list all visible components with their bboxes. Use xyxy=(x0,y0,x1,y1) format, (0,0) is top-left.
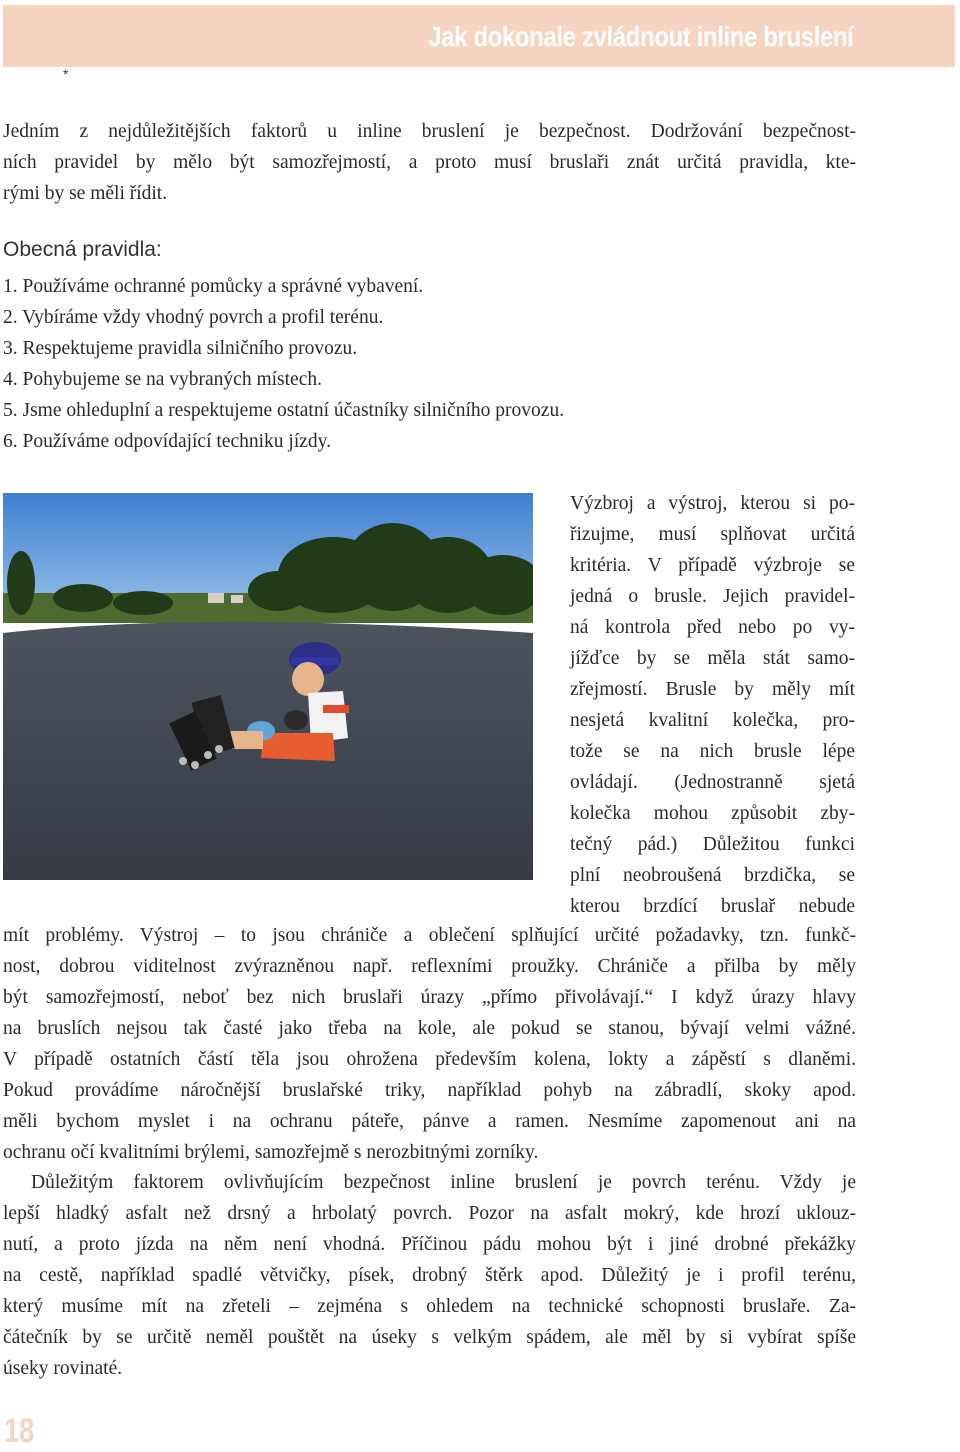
intro-line: rými by se měli řídit. xyxy=(3,183,168,204)
intro-paragraph xyxy=(3,116,856,209)
side-line: Výzbroj a výstroj, kterou si po- xyxy=(570,493,855,514)
side-line: jížďce by se měla stát samo- xyxy=(570,648,855,669)
body-line: na bruslích nejsou tak časté jako třeba na kole, ale pokud se stanou, bývají velmi vážné. xyxy=(3,1018,856,1039)
para2-line: na cestě, například spadlé větvičky, písek, drobný štěrk apod. Důležitý je i profil terénu, xyxy=(3,1265,856,1286)
body-line: nost, dobrou viditelnost zvýrazněnou např. reflexními proužky. Chrániče a přilba by měly xyxy=(3,956,856,977)
surface-paragraph xyxy=(3,1167,856,1384)
skater-photo xyxy=(3,493,533,880)
side-line: ovládají. (Jednostranně sjetá xyxy=(570,772,855,793)
side-line: zřejmostí. Brusle by měly mít xyxy=(570,679,855,700)
rule-item: 2. Vybíráme vždy vhodný povrch a profil terénu. xyxy=(3,307,384,328)
side-line: kritéria. V případě výzbroje se xyxy=(570,555,855,576)
rule-item: 3. Respektujeme pravidla silničního provozu. xyxy=(3,338,358,359)
rule-item: 1. Používáme ochranné pomůcky a správné vybavení. xyxy=(3,276,424,297)
header-marker: * xyxy=(63,66,69,82)
para2-line: čátečník by se určitě neměl pouštět na úseky s velkým spádem, ale měl by si vybírat spíše xyxy=(3,1327,856,1348)
body-line: mít problémy. Výstroj – to jsou chrániče a oblečení splňující určité požadavky, tzn. funkč- xyxy=(3,925,856,946)
intro-line: Jedním z nejdůležitějších faktorů u inline bruslení je bezpečnost. Dodržování bezpečnost- xyxy=(3,121,856,142)
para2-line: nutí, a proto jízda na něm není vhodná. Příčinou pádu mohou být i jiné drobné překážky xyxy=(3,1234,856,1255)
body-line: měli bychom myslet i na ochranu páteře, pánve a ramen. Nesmíme zapomenout ani na xyxy=(3,1111,856,1132)
header-band xyxy=(3,5,955,67)
body-line: V případě ostatních částí těla jsou ohrožena především kolena, lokty a zápěstí s dlaněmi. xyxy=(3,1049,856,1070)
page-number: 18 xyxy=(4,1412,35,1450)
body-line: být samozřejmostí, neboť bez nich bruslaři úrazy „přímo přivolávají.“ I když úrazy hlavy xyxy=(3,987,856,1008)
body-line: ochranu očí kvalitními brýlemi, samozřejmě s nerozbitnými zorníky. xyxy=(3,1142,539,1163)
rules-heading: Obecná pravidla: xyxy=(3,238,162,261)
intro-line: ních pravidel by mělo být samozřejmostí, a proto musí bruslaři znát určitá pravidla, kte- xyxy=(3,152,856,173)
para2-line: lepší hladký asfalt než drsný a hrbolatý povrch. Pozor na asfalt mokrý, kde hrozí uklouz- xyxy=(3,1203,856,1224)
gear-paragraph xyxy=(570,488,855,922)
side-line: plní neobroušená brzdička, se xyxy=(570,865,855,886)
rules-list xyxy=(3,271,863,457)
para2-line: úseky rovinaté. xyxy=(3,1358,123,1379)
equipment-paragraph xyxy=(3,920,856,1168)
rule-item: 6. Používáme odpovídající techniku jízdy. xyxy=(3,431,331,452)
side-line: nesjetá kvalitní kolečka, pro- xyxy=(570,710,855,731)
rule-item: 5. Jsme ohleduplní a respektujeme ostatní účastníky silničního provozu. xyxy=(3,400,565,421)
side-line: jedná o brusle. Jejich pravidel- xyxy=(570,586,855,607)
para2-line: Důležitým faktorem ovlivňujícím bezpečnost inline bruslení je povrch terénu. Vždy je xyxy=(31,1172,856,1193)
page-title: Jak dokonale zvládnout inline bruslení xyxy=(427,21,853,52)
body-line: Pokud provádíme náročnější bruslařské triky, například pohyb na zábradlí, skoky apod. xyxy=(3,1080,856,1101)
side-line: tože se na nich brusle lépe xyxy=(570,741,855,762)
side-line: kterou brzdící bruslař nebude xyxy=(570,896,855,917)
rule-item: 4. Pohybujeme se na vybraných místech. xyxy=(3,369,322,390)
para2-line: který musíme mít na zřeteli – zejména s ohledem na technické schopnosti bruslaře. Za- xyxy=(3,1296,856,1317)
side-line: řizujme, musí splňovat určitá xyxy=(570,524,855,545)
side-line: ná kontrola před nebo po vy- xyxy=(570,617,855,638)
side-line: kolečka mohou způsobit zby- xyxy=(570,803,855,824)
side-line: tečný pád.) Důležitou funkci xyxy=(570,834,855,855)
